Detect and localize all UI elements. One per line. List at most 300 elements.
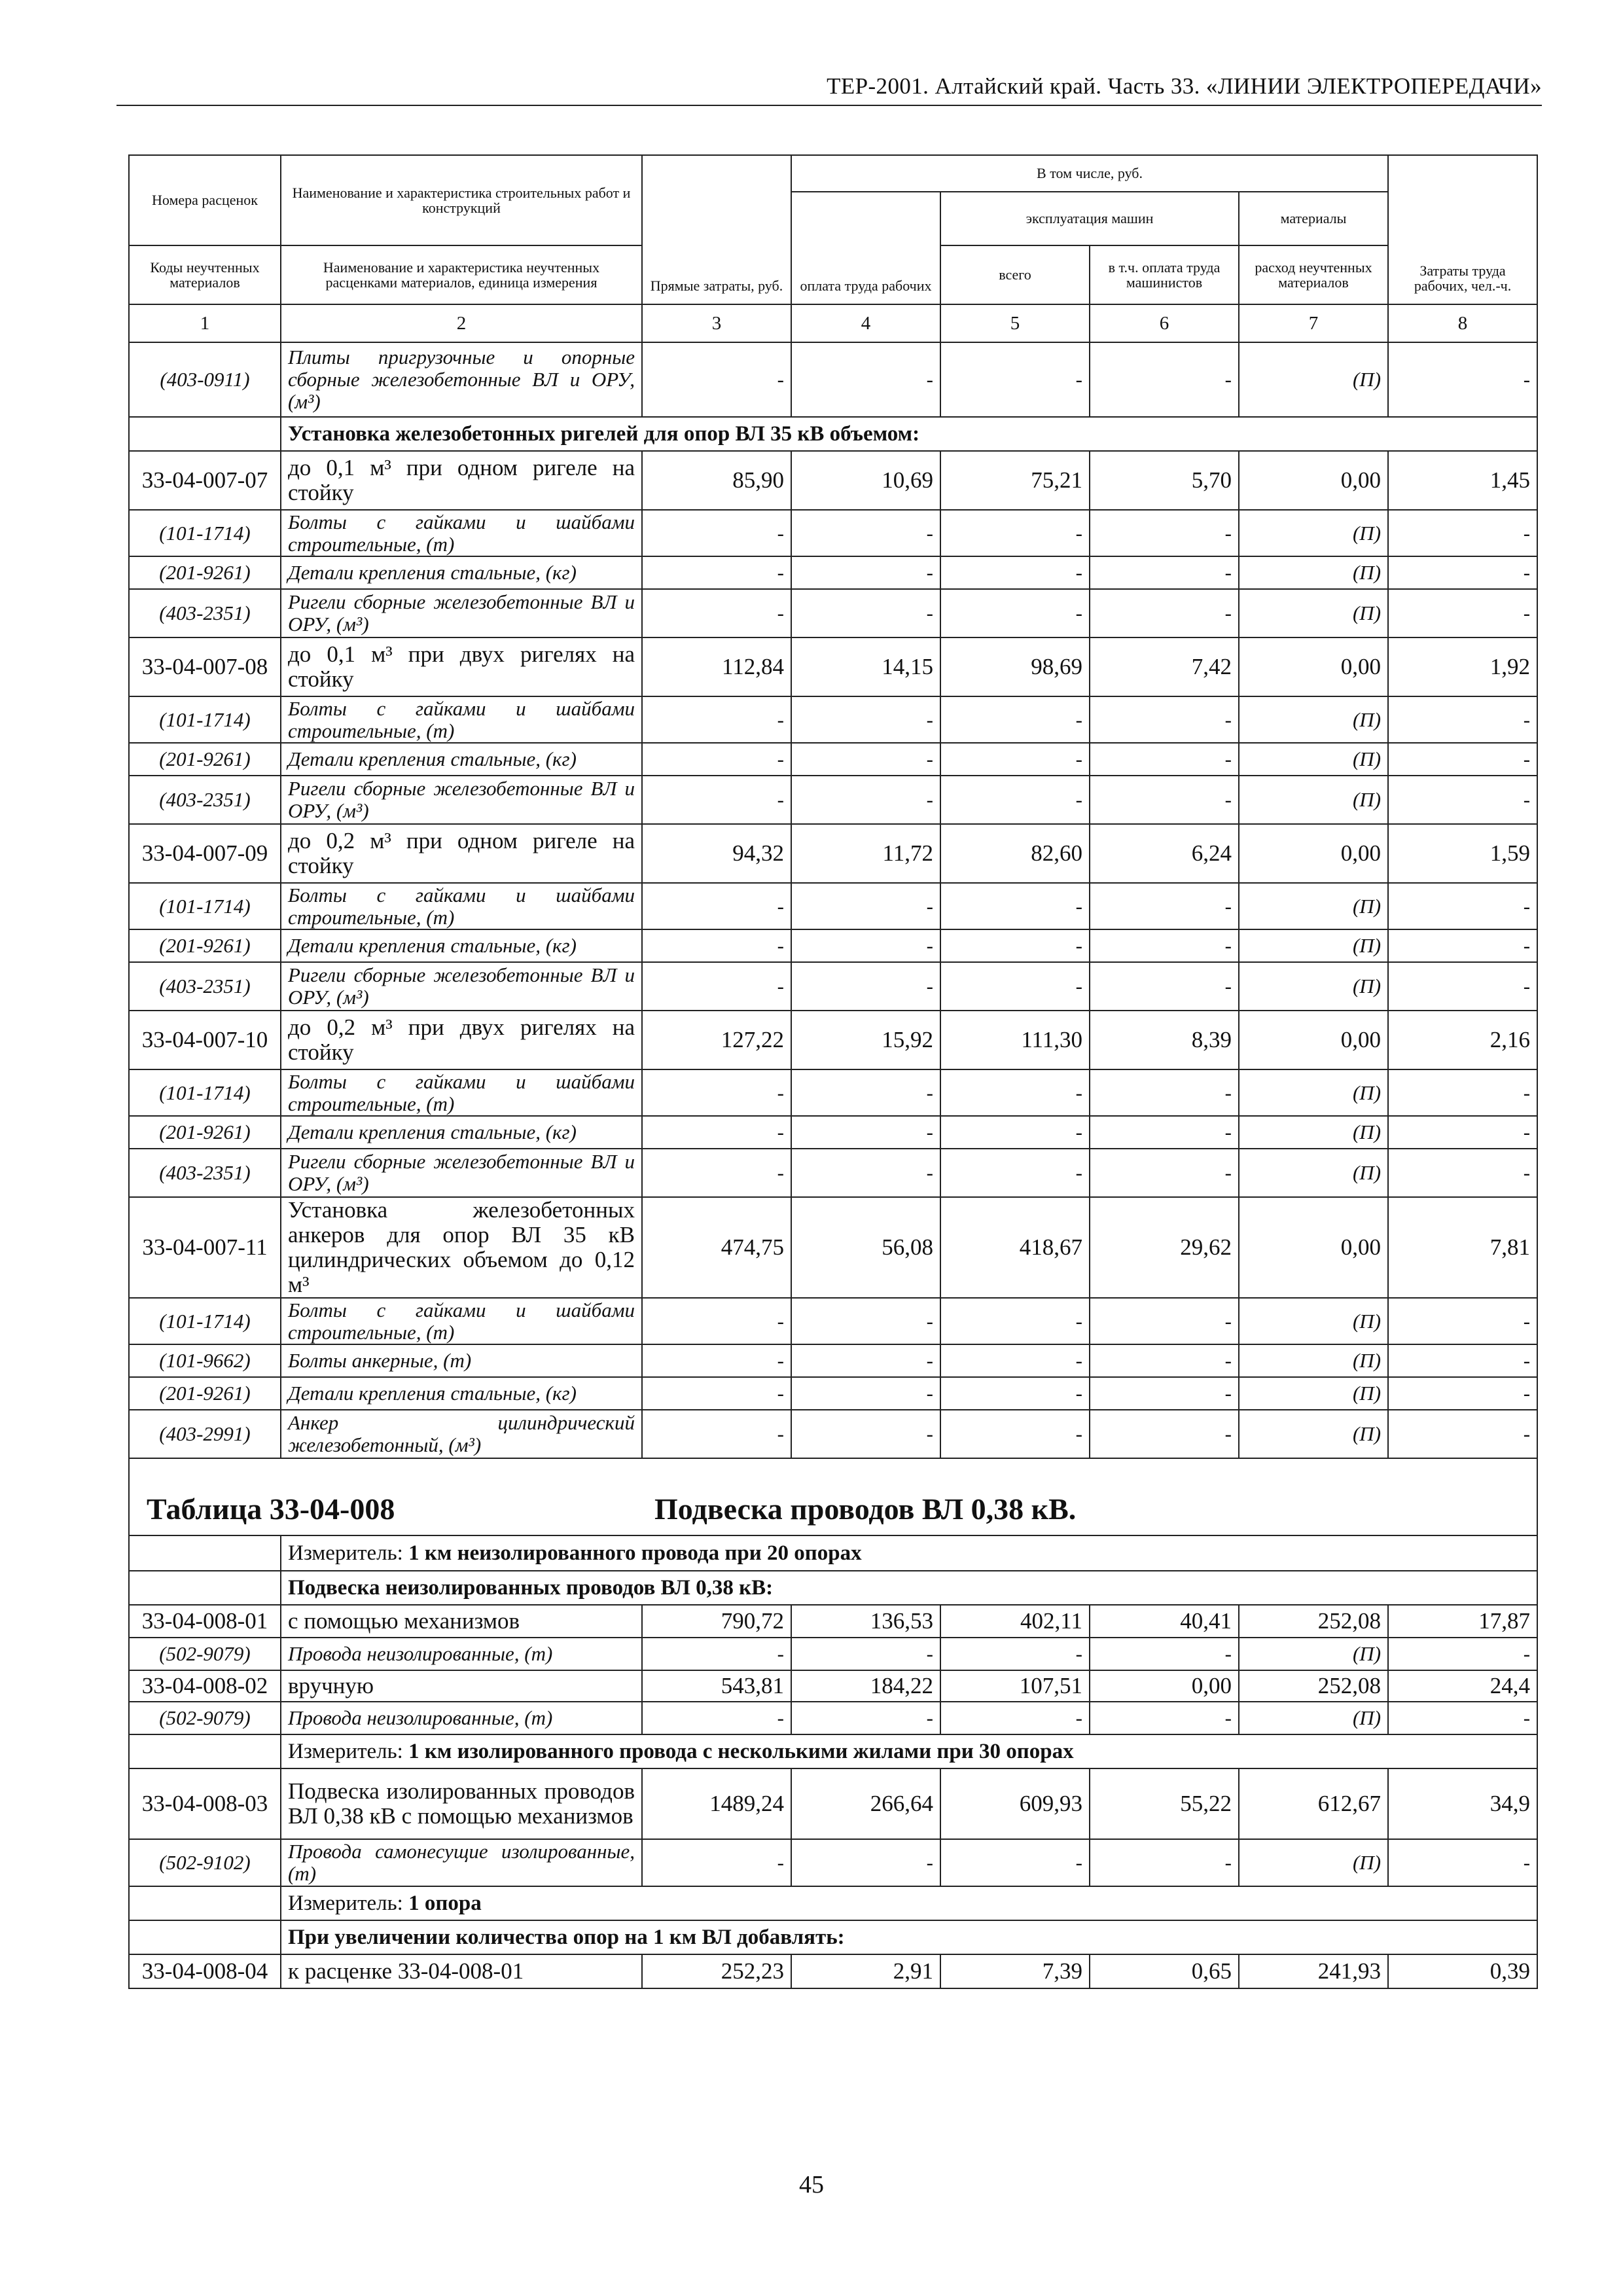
value-cell: - [1388,1638,1537,1670]
meter-text [281,1886,1537,1920]
rate-row [129,1011,1537,1069]
value-cell: 11,72 [791,824,940,883]
rate-row [129,1954,1537,1988]
material-row [129,589,1537,637]
value-cell: 543,81 [642,1670,791,1702]
materials-header: материалы [1239,192,1388,245]
value-cell: (П) [1239,1116,1388,1149]
value-cell: - [791,342,940,417]
value-cell: 111,30 [940,1011,1090,1069]
column-number-cell: 1 [129,304,281,342]
material-row [129,1069,1537,1116]
value-cell: 112,84 [642,637,791,696]
value-cell: 1,45 [1388,451,1537,510]
value-cell: - [642,1298,791,1344]
value-cell: 136,53 [791,1605,940,1638]
value-cell: - [642,342,791,417]
material-name: Детали крепления стальные, (кг) [281,556,642,589]
value-cell: - [642,929,791,962]
rate-code: 33-04-007-08 [129,637,281,696]
value-cell: (П) [1239,696,1388,743]
empty-code-cell [129,1920,281,1954]
column-number-cell: 3 [642,304,791,342]
value-cell: - [1388,1702,1537,1734]
value-cell: - [1090,342,1239,417]
material-row [129,1702,1537,1734]
value-cell: 94,32 [642,824,791,883]
col3-header: Прямые затраты, руб. [642,155,791,304]
value-cell: - [1090,1298,1239,1344]
material-code: (502-9079) [129,1638,281,1670]
value-cell: - [1388,1069,1537,1116]
rate-name: к расценке 33-04-008-01 [281,1954,642,1988]
rate-code: 33-04-007-07 [129,451,281,510]
col5-header: всего [940,245,1090,304]
material-name: Ригели сборные железобетонные ВЛ и ОРУ, (м³) [281,1149,642,1197]
rate-row [129,637,1537,696]
rate-code: 33-04-008-04 [129,1954,281,1988]
value-cell: 7,42 [1090,637,1239,696]
value-cell: - [940,1116,1090,1149]
meter-text [281,1734,1537,1768]
material-row [129,510,1537,556]
value-cell: - [642,1344,791,1377]
value-cell: - [1388,929,1537,962]
rate-code: 33-04-007-10 [129,1011,281,1069]
col8-header: Затраты труда рабочих, чел.-ч. [1388,155,1537,304]
material-name: Болты с гайками и шайбами строительные, (т) [281,883,642,929]
material-code: (201-9261) [129,743,281,776]
col1-header-top: Номера расценок [129,155,281,245]
value-cell: 402,11 [940,1605,1090,1638]
value-cell: (П) [1239,1410,1388,1458]
meter-row [129,1535,1537,1571]
value-cell: - [642,1638,791,1670]
value-cell: (П) [1239,589,1388,637]
rate-name: до 0,2 м³ при двух ригелях на стойку [281,1011,642,1069]
value-cell: 0,00 [1090,1670,1239,1702]
rate-name: до 0,1 м³ при двух ригелях на стойку [281,637,642,696]
value-cell: - [791,743,940,776]
material-name: Ригели сборные железобетонные ВЛ и ОРУ, (м³) [281,962,642,1011]
value-cell: 127,22 [642,1011,791,1069]
rate-row [129,451,1537,510]
value-cell: - [642,696,791,743]
material-row [129,962,1537,1011]
value-cell: 266,64 [791,1768,940,1839]
material-code: (201-9261) [129,929,281,962]
meter-row [129,1734,1537,1768]
material-code: (502-9102) [129,1839,281,1886]
rate-name: до 0,2 м³ при одном ригеле на стойку [281,824,642,883]
running-title: ТЕР-2001. Алтайский край. Часть 33. «ЛИНИИ ЭЛЕКТРОПЕРЕДАЧИ» [827,73,1542,99]
value-cell: - [1090,556,1239,589]
value-cell: 40,41 [1090,1605,1239,1638]
value-cell: 0,00 [1239,824,1388,883]
rate-code: 33-04-008-02 [129,1670,281,1702]
rate-name: Установка железобетонных анкеров для опор ВЛ 35 кВ цилиндрических объемом до 0,12 м³ [281,1197,642,1298]
material-code: (101-1714) [129,696,281,743]
value-cell: - [791,510,940,556]
value-cell: - [940,589,1090,637]
material-code: (101-1714) [129,1298,281,1344]
value-cell: 1,92 [1388,637,1537,696]
value-cell: - [791,962,940,1011]
section-row [129,1920,1537,1954]
value-cell: - [1090,776,1239,824]
value-cell: - [642,1149,791,1197]
column-number-row [129,304,1537,342]
material-name: Детали крепления стальные, (кг) [281,1377,642,1410]
table-number: Таблица 33-04-008 [147,1492,395,1526]
value-cell: 184,22 [791,1670,940,1702]
empty-code-cell [129,417,281,451]
value-cell: - [1388,1344,1537,1377]
machines-header: эксплуатация машин [940,192,1239,245]
value-cell: - [940,776,1090,824]
value-cell: - [1090,883,1239,929]
meter-label: Измеритель: [288,1541,403,1565]
material-name: Болты с гайками и шайбами строительные, (т) [281,696,642,743]
value-cell: 8,39 [1090,1011,1239,1069]
material-name: Болты с гайками и шайбами строительные, (т) [281,510,642,556]
value-cell: 82,60 [940,824,1090,883]
rate-row [129,824,1537,883]
value-cell: 0,00 [1239,1197,1388,1298]
col6-header: в т.ч. оплата труда машинистов [1090,245,1239,304]
value-cell: - [940,342,1090,417]
material-code: (403-2351) [129,776,281,824]
value-cell: - [1090,1149,1239,1197]
value-cell: 7,81 [1388,1197,1537,1298]
value-cell: - [940,1149,1090,1197]
value-cell: (П) [1239,1702,1388,1734]
value-cell: - [1388,589,1537,637]
value-cell: - [1090,1839,1239,1886]
value-cell: - [1090,962,1239,1011]
value-cell: 6,24 [1090,824,1239,883]
material-row [129,743,1537,776]
material-code: (403-2351) [129,589,281,637]
value-cell: (П) [1239,776,1388,824]
material-code: (403-2991) [129,1410,281,1458]
value-cell: 107,51 [940,1670,1090,1702]
value-cell: - [791,1069,940,1116]
col7-header: расход неучтенных материалов [1239,245,1388,304]
value-cell: 609,93 [940,1768,1090,1839]
value-cell: - [642,1116,791,1149]
col2-header-top: Наименование и характеристика строительных работ и конструкций [281,155,642,245]
value-cell: - [940,1069,1090,1116]
value-cell: - [642,556,791,589]
value-cell: - [940,1638,1090,1670]
value-cell: 15,92 [791,1011,940,1069]
value-cell: 17,87 [1388,1605,1537,1638]
material-row [129,1410,1537,1458]
empty-code-cell [129,1571,281,1605]
value-cell: - [1388,1298,1537,1344]
value-cell: - [1388,556,1537,589]
value-cell: - [642,743,791,776]
rate-row [129,1605,1537,1638]
material-name: Анкер цилиндрический железобетонный, (м³) [281,1410,642,1458]
page-number: 45 [799,2171,824,2198]
material-name: Плиты пригрузочные и опорные сборные железобетонные ВЛ и ОРУ, (м³) [281,342,642,417]
value-cell: - [1388,883,1537,929]
meter-label: Измеритель: [288,1739,403,1763]
value-cell: (П) [1239,1069,1388,1116]
material-name: Болты с гайками и шайбами строительные, (т) [281,1298,642,1344]
rate-row [129,1768,1537,1839]
value-cell: - [940,1377,1090,1410]
value-cell: - [940,510,1090,556]
header-rule [116,105,1542,106]
value-cell: - [940,962,1090,1011]
value-cell: - [940,743,1090,776]
value-cell: - [791,1410,940,1458]
rate-name: до 0,1 м³ при одном ригеле на стойку [281,451,642,510]
material-code: (201-9261) [129,1116,281,1149]
value-cell: 0,00 [1239,1011,1388,1069]
material-row [129,1116,1537,1149]
value-cell: 5,70 [1090,451,1239,510]
value-cell: 7,39 [940,1954,1090,1988]
value-cell: - [642,510,791,556]
value-cell: - [791,1377,940,1410]
column-number-cell: 7 [1239,304,1388,342]
material-row [129,883,1537,929]
empty-code-cell [129,1734,281,1768]
value-cell: (П) [1239,556,1388,589]
value-cell: 10,69 [791,451,940,510]
value-cell: - [1090,1702,1239,1734]
material-row [129,1839,1537,1886]
value-cell: 75,21 [940,451,1090,510]
column-number-cell: 2 [281,304,642,342]
value-cell: - [791,1298,940,1344]
value-cell: (П) [1239,1344,1388,1377]
value-cell: 1,59 [1388,824,1537,883]
value-cell: - [1388,1410,1537,1458]
value-cell: - [642,1702,791,1734]
value-cell: 55,22 [1090,1768,1239,1839]
value-cell: 14,15 [791,637,940,696]
value-cell: (П) [1239,1377,1388,1410]
value-cell: - [940,1839,1090,1886]
value-cell: 0,39 [1388,1954,1537,1988]
column-number-cell: 4 [791,304,940,342]
value-cell: 241,93 [1239,1954,1388,1988]
value-cell: 474,75 [642,1197,791,1298]
empty-code-cell [129,1886,281,1920]
value-cell: 612,67 [1239,1768,1388,1839]
rate-code: 33-04-008-03 [129,1768,281,1839]
value-cell: 0,00 [1239,637,1388,696]
value-cell: - [642,776,791,824]
value-cell: - [1090,1069,1239,1116]
value-cell: - [791,1839,940,1886]
value-cell: 252,08 [1239,1605,1388,1638]
material-row [129,1638,1537,1670]
value-cell: - [940,1410,1090,1458]
material-row [129,556,1537,589]
meter-unit: 1 км неизолированного провода при 20 опорах [408,1541,862,1565]
value-cell: (П) [1239,883,1388,929]
section-heading: Установка железобетонных ригелей для опор ВЛ 35 кВ объемом: [281,417,1537,451]
meter-unit: 1 км изолированного провода с несколькими жилами при 30 опорах [408,1739,1074,1763]
value-cell: - [791,1344,940,1377]
value-cell: - [940,929,1090,962]
value-cell: - [1090,929,1239,962]
value-cell: 418,67 [940,1197,1090,1298]
material-name: Болты анкерные, (т) [281,1344,642,1377]
rate-name: Подвеска изолированных проводов ВЛ 0,38 кВ с помощью механизмов [281,1768,642,1839]
value-cell: 56,08 [791,1197,940,1298]
material-code: (101-9662) [129,1344,281,1377]
meter-row [129,1886,1537,1920]
rate-row [129,1670,1537,1702]
section-heading: При увеличении количества опор на 1 км ВЛ добавлять: [281,1920,1537,1954]
material-code: (502-9079) [129,1702,281,1734]
material-row [129,342,1537,417]
material-code: (101-1714) [129,1069,281,1116]
material-row [129,1149,1537,1197]
value-cell: (П) [1239,962,1388,1011]
material-code: (201-9261) [129,556,281,589]
rate-row [129,1197,1537,1298]
section-row [129,417,1537,451]
group-header: В том числе, руб. [791,155,1388,192]
rates-table [128,154,1538,1989]
meter-text [281,1535,1537,1571]
empty-code-cell [129,1535,281,1571]
value-cell: - [1388,776,1537,824]
value-cell: - [642,1410,791,1458]
material-code: (403-0911) [129,342,281,417]
value-cell: - [642,1069,791,1116]
value-cell: - [940,1298,1090,1344]
value-cell: - [642,589,791,637]
rate-code: 33-04-008-01 [129,1605,281,1638]
value-cell: 252,08 [1239,1670,1388,1702]
material-row [129,776,1537,824]
value-cell: 1489,24 [642,1768,791,1839]
value-cell: - [1388,696,1537,743]
material-code: (101-1714) [129,510,281,556]
value-cell: - [791,1702,940,1734]
value-cell: 0,65 [1090,1954,1239,1988]
value-cell: - [791,883,940,929]
value-cell: - [1090,1410,1239,1458]
value-cell: 34,9 [1388,1768,1537,1839]
table-name: Подвеска проводов ВЛ 0,38 кВ. [654,1492,1077,1526]
material-code: (101-1714) [129,883,281,929]
value-cell: - [1388,962,1537,1011]
col1-header-bottom: Коды неучтенных материалов [129,245,281,304]
material-row [129,1298,1537,1344]
rate-name: с помощью механизмов [281,1605,642,1638]
value-cell: - [1090,1344,1239,1377]
value-cell: - [1090,589,1239,637]
value-cell: - [791,589,940,637]
value-cell: - [940,883,1090,929]
rate-code: 33-04-007-09 [129,824,281,883]
value-cell: - [642,1377,791,1410]
material-name: Детали крепления стальные, (кг) [281,743,642,776]
value-cell: - [1388,1116,1537,1149]
value-cell: (П) [1239,342,1388,417]
value-cell: - [791,1116,940,1149]
value-cell: - [1388,342,1537,417]
value-cell: (П) [1239,929,1388,962]
section-heading: Подвеска неизолированных проводов ВЛ 0,38 кВ: [281,1571,1537,1605]
material-name: Болты с гайками и шайбами строительные, (т) [281,1069,642,1116]
rate-name: вручную [281,1670,642,1702]
material-code: (201-9261) [129,1377,281,1410]
value-cell: (П) [1239,1638,1388,1670]
material-row [129,696,1537,743]
material-code: (403-2351) [129,1149,281,1197]
value-cell: 0,00 [1239,451,1388,510]
material-name: Провода неизолированные, (т) [281,1702,642,1734]
material-row [129,1344,1537,1377]
value-cell: - [940,1702,1090,1734]
value-cell: (П) [1239,1149,1388,1197]
material-name: Провода самонесущие изолированные, (т) [281,1839,642,1886]
value-cell: - [642,883,791,929]
value-cell: - [1388,1149,1537,1197]
rate-code: 33-04-007-11 [129,1197,281,1298]
value-cell: - [642,1839,791,1886]
value-cell: 2,91 [791,1954,940,1988]
value-cell: - [940,1344,1090,1377]
value-cell: 2,16 [1388,1011,1537,1069]
value-cell: (П) [1239,743,1388,776]
value-cell: - [1388,1377,1537,1410]
material-name: Детали крепления стальные, (кг) [281,929,642,962]
material-name: Провода неизолированные, (т) [281,1638,642,1670]
value-cell: - [791,556,940,589]
value-cell: (П) [1239,1839,1388,1886]
value-cell: 252,23 [642,1954,791,1988]
meter-unit: 1 опора [408,1891,482,1915]
value-cell: (П) [1239,1298,1388,1344]
col2-header-bottom: Наименование и характеристика неучтенных расценками материалов, единица измерения [281,245,642,304]
value-cell: 24,4 [1388,1670,1537,1702]
material-row [129,1377,1537,1410]
table-title-row [129,1458,1537,1535]
value-cell: - [1090,1638,1239,1670]
meter-label: Измеритель: [288,1891,403,1915]
table-title [129,1458,1537,1535]
material-name: Ригели сборные железобетонные ВЛ и ОРУ, (м³) [281,776,642,824]
value-cell: - [1090,696,1239,743]
value-cell: - [791,1149,940,1197]
column-number-cell: 5 [940,304,1090,342]
value-cell: - [1388,510,1537,556]
value-cell: - [1090,743,1239,776]
column-number-cell: 6 [1090,304,1239,342]
value-cell: 85,90 [642,451,791,510]
value-cell: - [791,929,940,962]
column-number-cell: 8 [1388,304,1537,342]
value-cell: - [940,556,1090,589]
value-cell: - [1388,743,1537,776]
value-cell: - [791,696,940,743]
value-cell: 790,72 [642,1605,791,1638]
value-cell: - [791,1638,940,1670]
value-cell: - [642,962,791,1011]
